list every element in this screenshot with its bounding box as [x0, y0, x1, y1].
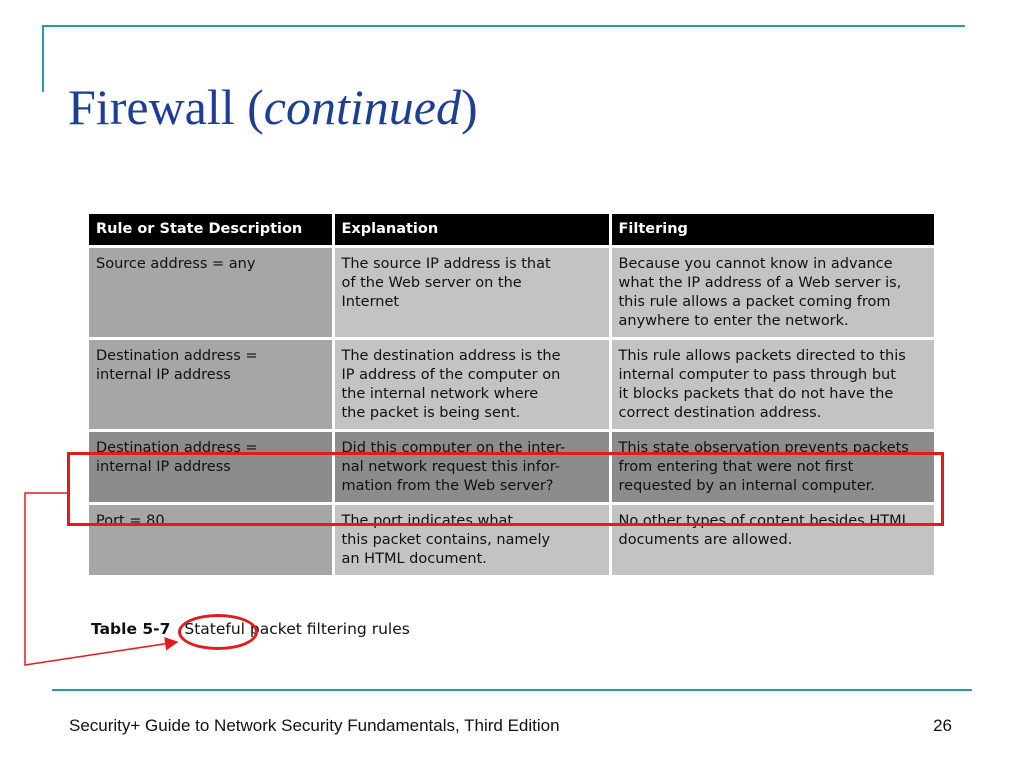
table-cell: No other types of content besides HTML documents are allowed. — [610, 504, 934, 576]
table-cell: The destination address is the IP address of the computer on the internal network where the packet is being sent. — [333, 339, 610, 431]
table-cell: Destination address = internal IP address — [89, 339, 333, 431]
footer-text: Security+ Guide to Network Security Fundamentals, Third Edition — [69, 716, 560, 735]
caption-label: Table 5-7 — [91, 620, 171, 638]
table-cell: This rule allows packets directed to this internal computer to pass through but it blocks packets that do not have the correct destination address. — [610, 339, 934, 431]
table-cell: Source address = any — [89, 247, 333, 339]
table-cell: Did this computer on the inter- nal network request this infor- mation from the Web server? — [333, 431, 610, 504]
table-cell: Because you cannot know in advance what the IP address of a Web server is, this rule allows a packet coming from anywhere to enter the network. — [610, 247, 934, 339]
page-number: 26 — [933, 716, 952, 735]
title-italic: continued — [263, 79, 461, 135]
column-header: Rule or State Description — [89, 214, 333, 247]
table-cell: The source IP address is that of the Web server on the Internet — [333, 247, 610, 339]
column-header: Explanation — [333, 214, 610, 247]
table-cell: Destination address = internal IP address — [89, 431, 333, 504]
title-main: Firewall ( — [68, 79, 264, 135]
table-cell: This state observation prevents packets from entering that were not first requested by an internal computer. — [610, 431, 934, 504]
title-close: ) — [460, 79, 478, 135]
caption-highlighted-word: Stateful — [184, 620, 245, 638]
table-cell: Port = 80 — [89, 504, 333, 576]
footer-rule — [52, 689, 972, 691]
column-header: Filtering — [610, 214, 934, 247]
table-cell: The port indicates what this packet contains, namely an HTML document. — [333, 504, 610, 576]
caption-rest: packet filtering rules — [249, 620, 410, 638]
